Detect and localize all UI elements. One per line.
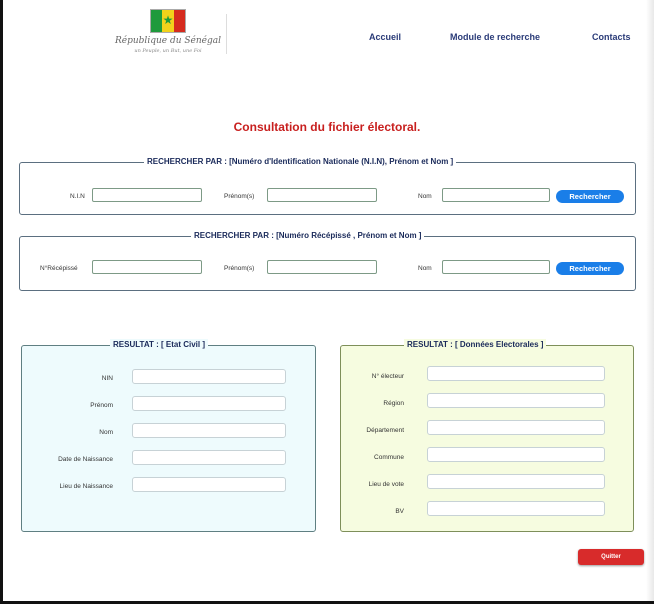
page-title: Consultation du fichier électoral.: [233, 120, 421, 134]
result-electoral-legend: RESULTAT : [ Données Electorales ]: [404, 339, 546, 351]
logo-title: République du Sénégal: [115, 36, 221, 46]
nav-accueil[interactable]: Accueil: [369, 32, 402, 42]
search-by-nin-section: [19, 157, 636, 215]
lieu-de-vote-label: Lieu de vote: [368, 481, 404, 488]
nom-label: Nom: [418, 265, 432, 272]
prenom-input[interactable]: [267, 188, 377, 202]
region-field[interactable]: [427, 393, 605, 408]
lieu-naissance-field[interactable]: [132, 477, 286, 492]
search-by-recepisse-section: [19, 231, 636, 291]
nom-label: Nom: [418, 193, 432, 200]
quitter-button[interactable]: Quitter: [578, 549, 644, 565]
prenom-label: Prénom(s): [224, 193, 255, 200]
nin-label: N.I.N: [70, 193, 85, 200]
prenom-field[interactable]: [132, 396, 286, 411]
nom-input[interactable]: [442, 188, 550, 202]
senegal-logo: [108, 6, 228, 56]
date-naissance-field[interactable]: [132, 450, 286, 465]
nom-input[interactable]: [442, 260, 550, 274]
nin-label: NIN: [101, 375, 113, 382]
rechercher-recepisse-button[interactable]: Rechercher: [556, 262, 624, 275]
recepisse-label: N°Récépissé: [40, 265, 78, 272]
search-recepisse-legend: RECHERCHER PAR : [Numéro Récépissé , Prénom et Nom ]: [191, 230, 424, 242]
prenom-label: Prénom(s): [224, 265, 255, 272]
nav-contacts[interactable]: Contacts: [592, 32, 631, 42]
rechercher-nin-button[interactable]: Rechercher: [556, 190, 624, 203]
window-right-edge: [646, 0, 654, 604]
prenom-input[interactable]: [267, 260, 377, 274]
prenom-label: Prénom: [90, 402, 113, 409]
logo-motto: un Peuple, un But, une Foi: [134, 48, 202, 54]
recepisse-input[interactable]: [92, 260, 202, 274]
bv-label: BV: [395, 508, 404, 515]
commune-field[interactable]: [427, 447, 605, 462]
numero-electeur-field[interactable]: [427, 366, 605, 381]
result-civil-legend: RESULTAT : [ Etat Civil ]: [110, 339, 208, 351]
departement-label: Département: [366, 427, 404, 434]
result-donnees-electorales-section: [340, 340, 634, 532]
region-label: Région: [383, 400, 404, 407]
date-naissance-label: Date de Naissance: [58, 456, 113, 463]
header-divider: [226, 14, 227, 54]
lieu-de-vote-field[interactable]: [427, 474, 605, 489]
bv-field[interactable]: [427, 501, 605, 516]
nin-input[interactable]: [92, 188, 202, 202]
result-etat-civil-section: [21, 340, 316, 532]
nom-label: Nom: [99, 429, 113, 436]
numero-electeur-label: N° électeur: [371, 373, 404, 380]
senegal-flag-icon: ★: [150, 9, 186, 33]
nin-field[interactable]: [132, 369, 286, 384]
search-nin-legend: RECHERCHER PAR : [Numéro d'Identification Nationale (N.I.N), Prénom et Nom ]: [144, 156, 456, 168]
nom-field[interactable]: [132, 423, 286, 438]
nav-module-de-recherche[interactable]: Module de recherche: [450, 32, 541, 42]
departement-field[interactable]: [427, 420, 605, 435]
lieu-naissance-label: Lieu de Naissance: [59, 483, 113, 490]
commune-label: Commune: [374, 454, 404, 461]
window-left-border: [0, 0, 3, 604]
